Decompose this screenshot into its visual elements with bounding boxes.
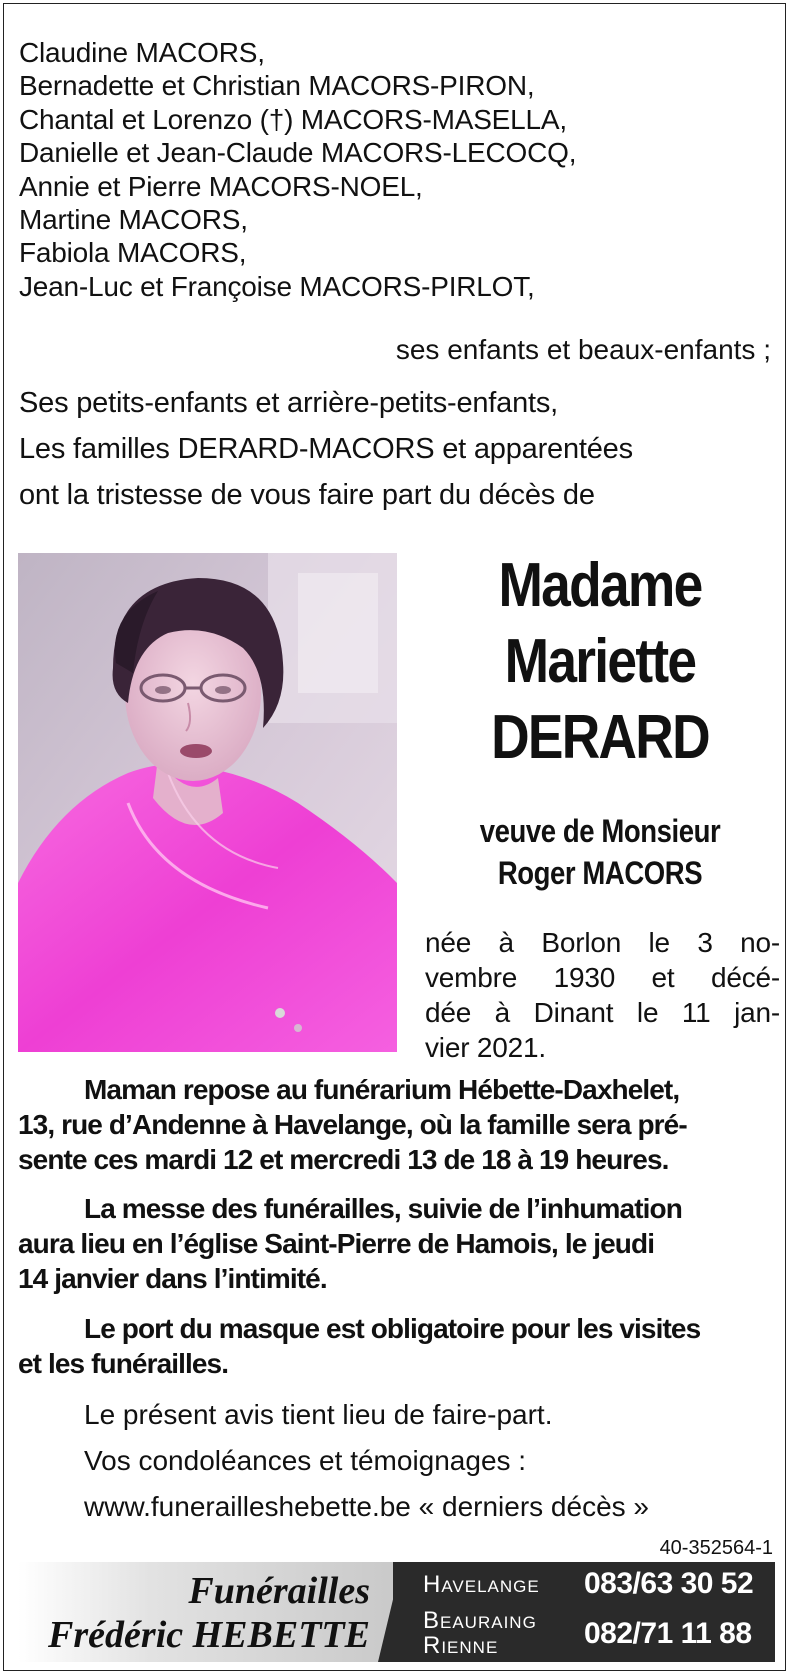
funeral-home-brand: Funérailles xyxy=(188,1570,370,1612)
faire-part-note: Le présent avis tient lieu de faire-part. xyxy=(84,1399,553,1430)
funeral-home-name: Frédéric HEBETTE xyxy=(48,1614,370,1656)
birth-death-details xyxy=(425,925,780,1065)
mask-paragraph xyxy=(18,1311,774,1381)
condolences-website: www.funerailleshebette.be « derniers décès » xyxy=(84,1491,650,1522)
funerarium-line: 13, rue d’Andenne à Havelange, où la famille sera pré- xyxy=(18,1109,687,1140)
portrait-photo xyxy=(18,553,397,1052)
announcement-line: Ses petits-enfants et arrière-petits-enfants, xyxy=(19,387,559,419)
name-first: Mariette xyxy=(504,627,696,696)
birth-line: dée à Dinant le 11 jan- xyxy=(425,997,780,1028)
funerarium-line: Maman repose au funérarium Hébette-Daxhelet, xyxy=(84,1074,680,1105)
family-member: Chantal et Lorenzo (†) MACORS-MASELLA, xyxy=(19,103,567,135)
family-member: Martine MACORS, xyxy=(19,203,248,235)
funerarium-line: sente ces mardi 12 et mercredi 13 de 18 à 19 heures. xyxy=(18,1144,669,1175)
family-member: Fabiola MACORS, xyxy=(19,237,247,269)
mass-line: La messe des funérailles, suivie de l’inhumation xyxy=(84,1193,682,1224)
widow-of xyxy=(410,810,790,894)
announcement-line: Les familles DERARD-MACORS et apparentées xyxy=(19,433,633,465)
family-members-list xyxy=(19,36,779,303)
portrait-photo-icon xyxy=(18,553,397,1052)
announcement xyxy=(19,380,633,518)
widow-line: veuve de Monsieur xyxy=(479,813,721,849)
family-member: Jean-Luc et Françoise MACORS-PIRLOT, xyxy=(19,270,535,302)
city-rienne: Rienne xyxy=(423,1632,499,1659)
announcement-line: ont la tristesse de vous faire part du décès de xyxy=(19,479,595,511)
city-beauraing: Beauraing xyxy=(423,1607,537,1634)
family-member: Claudine MACORS, xyxy=(19,37,265,68)
phone-havelange: 083/63 30 52 xyxy=(584,1567,754,1600)
funerarium-paragraph xyxy=(18,1072,774,1177)
mask-line: et les funérailles. xyxy=(18,1348,229,1379)
birth-line: née à Borlon le 3 no- xyxy=(425,927,780,958)
reference-number: 40-352564-1 xyxy=(659,1537,773,1559)
funeral-home-banner xyxy=(18,1562,775,1662)
mass-paragraph xyxy=(18,1191,774,1296)
deceased-name xyxy=(420,548,780,776)
children-label: ses enfants et beaux-enfants ; xyxy=(395,334,771,365)
family-member: Danielle et Jean-Claude MACORS-LECOCQ, xyxy=(19,137,577,169)
birth-line: vembre 1930 et décé- xyxy=(425,962,780,993)
widow-line: Roger MACORS xyxy=(497,855,703,891)
phone-beauraing: 082/71 11 88 xyxy=(584,1617,752,1650)
city-havelange: Havelange xyxy=(423,1571,540,1598)
birth-line: vier 2021. xyxy=(425,1032,546,1063)
name-title: Madame xyxy=(498,551,702,620)
family-member: Bernadette et Christian MACORS-PIRON, xyxy=(19,70,535,102)
condolences-note: Vos condoléances et témoignages : xyxy=(84,1445,527,1476)
name-last: DERARD xyxy=(491,703,709,772)
mass-line: aura lieu en l’église Saint-Pierre de Hamois, le jeudi xyxy=(18,1228,655,1259)
mask-line: Le port du masque est obligatoire pour les visites xyxy=(84,1313,701,1344)
mass-line: 14 janvier dans l’intimité. xyxy=(18,1263,327,1294)
family-member: Annie et Pierre MACORS-NOEL, xyxy=(19,170,423,202)
